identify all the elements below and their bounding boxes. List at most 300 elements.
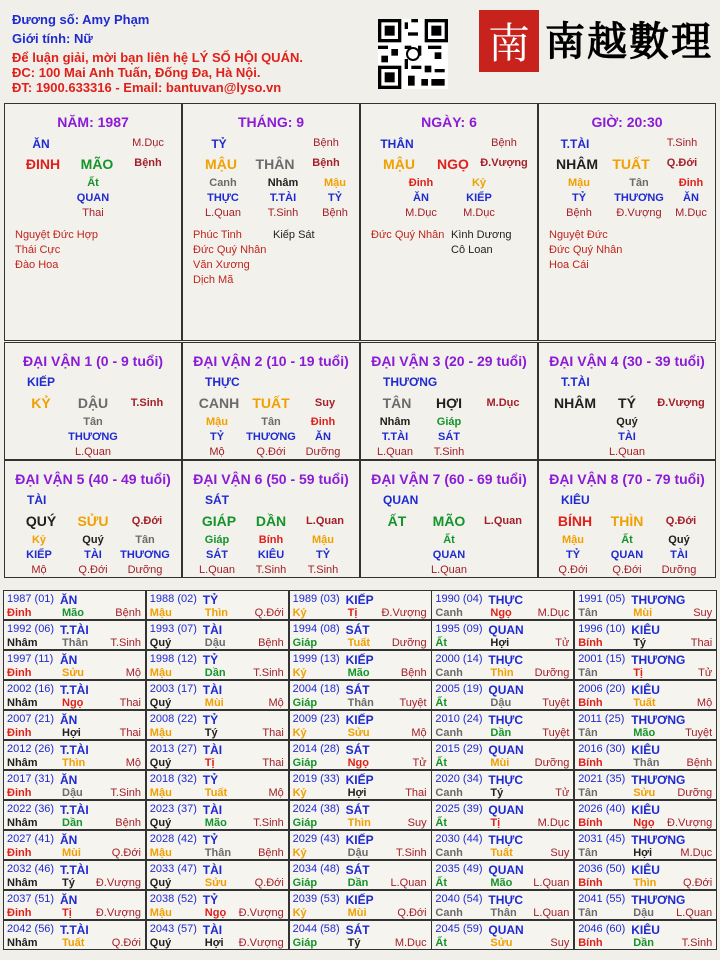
- year-branch: Sửu: [490, 937, 513, 949]
- year-stem: Ất: [435, 817, 447, 829]
- hidden-life-stage: Mộ: [31, 564, 47, 576]
- heavenly-stem: NHÂM: [556, 156, 598, 172]
- stem-life-stage: Bệnh: [313, 137, 339, 149]
- year-life-stage: Thai: [405, 787, 427, 799]
- year-god: TỶ: [202, 593, 219, 607]
- year-stem: Quý: [149, 877, 172, 889]
- year-god: THƯƠNG: [631, 653, 686, 667]
- hidden-stem: Kỷ: [471, 177, 487, 189]
- year-life-stage: Bệnh: [686, 757, 713, 769]
- year-life-stage: Đ.Vượng: [95, 907, 141, 919]
- year-cell[interactable]: [431, 890, 574, 920]
- year-label: 2041 (55): [578, 893, 626, 905]
- year-god: TỶ: [202, 773, 219, 787]
- year-life-stage: Suy: [693, 607, 713, 619]
- year-cell[interactable]: [146, 770, 289, 800]
- year-label: 2017 (31): [7, 773, 55, 785]
- year-stem: Tân: [578, 667, 598, 679]
- year-cell[interactable]: [289, 830, 432, 860]
- year-cell[interactable]: [146, 830, 289, 860]
- year-cell[interactable]: [289, 620, 432, 650]
- phone-email[interactable]: ĐT: 1900.633316 - Email: bantuvan@lyso.vn: [12, 80, 282, 95]
- hidden-stem: Tân: [261, 416, 281, 428]
- dai-van-box: [4, 342, 182, 460]
- year-life-stage: Mộ: [411, 727, 427, 739]
- year-stem: Quý: [149, 697, 172, 709]
- dai-van-branch: MÃO: [432, 513, 466, 529]
- year-god: KIẾP: [345, 773, 374, 787]
- hidden-stem: Giáp: [436, 416, 462, 428]
- year-cell[interactable]: [289, 680, 432, 710]
- year-branch: Thìn: [62, 757, 86, 769]
- year-cell[interactable]: [3, 710, 146, 740]
- year-god: TỶ: [202, 653, 219, 667]
- year-life-stage: Mộ: [268, 697, 284, 709]
- year-label: 2021 (35): [578, 773, 626, 785]
- header: [0, 0, 720, 100]
- dai-van-title: ĐẠI VẬN 2 (10 - 19 tuổi): [193, 353, 349, 369]
- year-god: THỰC: [488, 713, 524, 727]
- hidden-god: T.TÀI: [381, 431, 409, 443]
- hidden-stem: Mậu: [206, 416, 228, 428]
- year-cell[interactable]: [3, 770, 146, 800]
- year-cell[interactable]: [3, 800, 146, 830]
- year-god: QUAN: [488, 923, 524, 937]
- year-cell[interactable]: [574, 770, 717, 800]
- year-label: 1994 (08): [292, 623, 340, 635]
- hidden-god: QUAN: [610, 549, 644, 561]
- hidden-god: ĂN: [315, 431, 331, 443]
- year-branch: Dậu: [204, 637, 226, 649]
- year-stem: Bính: [578, 877, 603, 889]
- year-label: 2036 (50): [578, 863, 626, 875]
- year-label: 2026 (40): [578, 803, 626, 815]
- year-god: KIÊU: [631, 623, 660, 637]
- year-stem: Giáp: [292, 757, 318, 769]
- pillar-title: THÁNG: 9: [237, 114, 305, 130]
- year-cell[interactable]: [289, 650, 432, 680]
- year-label: 1995 (09): [435, 623, 483, 635]
- hidden-stem: Ất: [621, 534, 633, 546]
- year-stem: Giáp: [292, 697, 318, 709]
- year-cell[interactable]: [289, 590, 432, 620]
- year-life-stage: Tử: [555, 637, 570, 649]
- dai-van-stem: CANH: [198, 395, 240, 411]
- hidden-god: TỶ: [209, 431, 225, 443]
- year-branch: Ngọ: [204, 907, 227, 919]
- spirit-star: Đức Quý Nhân: [371, 229, 445, 241]
- year-label: 2027 (41): [7, 833, 55, 845]
- spirit-star: Phúc Tinh: [193, 229, 242, 241]
- year-god: THỰC: [488, 593, 524, 607]
- year-label: 2012 (26): [7, 743, 55, 755]
- year-stem: Nhâm: [7, 817, 38, 829]
- hidden-god: THƯƠNG: [614, 192, 664, 204]
- year-life-stage: L.Quan: [533, 877, 570, 889]
- year-label: 2035 (49): [435, 863, 483, 875]
- year-god: T.TÀI: [60, 863, 89, 877]
- year-cell[interactable]: [289, 890, 432, 920]
- year-stem: Kỷ: [292, 787, 307, 799]
- year-branch: Tuất: [347, 637, 370, 649]
- year-stem: Bính: [578, 817, 603, 829]
- year-cell[interactable]: [289, 800, 432, 830]
- year-branch: Tuất: [490, 847, 513, 859]
- year-branch: Dậu: [490, 697, 512, 709]
- year-cell[interactable]: [3, 890, 146, 920]
- year-label: 2040 (54): [435, 893, 483, 905]
- year-label: 2011 (25): [578, 713, 625, 725]
- year-branch: Mùi: [62, 847, 81, 859]
- dai-van-god: KIÊU: [561, 493, 590, 507]
- hidden-life-stage: L.Quan: [376, 446, 414, 458]
- year-cell[interactable]: [431, 590, 574, 620]
- year-cell[interactable]: [574, 590, 717, 620]
- year-cell[interactable]: [574, 680, 717, 710]
- year-label: 1999 (13): [292, 653, 340, 665]
- year-cell[interactable]: [289, 770, 432, 800]
- year-label: 1992 (06): [7, 623, 55, 635]
- hidden-god: THƯƠNG: [68, 431, 118, 443]
- year-cell[interactable]: [146, 920, 289, 950]
- year-god: TÀI: [202, 803, 223, 817]
- hidden-god: THƯƠNG: [120, 549, 170, 561]
- year-god: THƯƠNG: [631, 713, 686, 727]
- year-label: 2046 (60): [578, 923, 626, 935]
- dai-van-box: [360, 342, 538, 460]
- year-cell[interactable]: [289, 860, 432, 890]
- year-cell[interactable]: [574, 860, 717, 890]
- year-god: SÁT: [345, 683, 370, 697]
- year-cell[interactable]: [3, 650, 146, 680]
- year-branch: Mùi: [204, 697, 224, 709]
- dai-van-stage: L.Quan: [306, 515, 344, 527]
- year-god: ĂN: [60, 653, 78, 667]
- year-life-stage: L.Quan: [676, 907, 713, 919]
- dai-van-god: THỰC: [205, 375, 240, 389]
- brand-logo: 南越數理: [545, 18, 713, 65]
- year-branch: Dậu: [62, 787, 83, 799]
- stem-god: THÂN: [380, 137, 414, 151]
- year-god: KIÊU: [631, 683, 660, 697]
- year-label: 1991 (05): [578, 593, 626, 605]
- year-branch: Dần: [204, 667, 226, 679]
- year-stem: Ất: [435, 697, 447, 709]
- year-stem: Mậu: [149, 667, 172, 679]
- year-god: TÀI: [202, 863, 223, 877]
- year-branch: Mùi: [490, 757, 510, 769]
- hidden-stem: Ất: [443, 534, 455, 546]
- year-branch: Tý: [633, 637, 647, 649]
- year-branch: Tuất: [62, 937, 85, 949]
- year-label: 2038 (52): [149, 893, 197, 905]
- year-cell[interactable]: [3, 590, 146, 620]
- pillar-title: GIỜ: 20:30: [591, 114, 663, 130]
- year-label: 1997 (11): [7, 653, 54, 665]
- year-cell[interactable]: [289, 920, 432, 950]
- year-cell[interactable]: [146, 650, 289, 680]
- year-cell[interactable]: [431, 710, 574, 740]
- year-cell[interactable]: [431, 770, 574, 800]
- year-cell[interactable]: [146, 740, 289, 770]
- year-cell[interactable]: [146, 620, 289, 650]
- year-god: TÀI: [202, 923, 223, 937]
- year-stem: Đinh: [7, 667, 32, 679]
- hidden-stem: Canh: [209, 177, 237, 189]
- year-branch: Ngọ: [347, 757, 369, 769]
- year-cell[interactable]: [431, 830, 574, 860]
- dai-van-branch: HỢI: [436, 395, 462, 411]
- year-life-stage: T.Sinh: [396, 847, 427, 859]
- dai-van-stage: Suy: [314, 397, 336, 409]
- year-life-stage: Mộ: [696, 697, 713, 709]
- year-life-stage: Q.Đới: [254, 877, 284, 889]
- year-cell[interactable]: [574, 740, 717, 770]
- hidden-life-stage: L.Quan: [74, 446, 112, 458]
- hidden-life-stage: L.Quan: [608, 446, 646, 458]
- year-cell[interactable]: [289, 740, 432, 770]
- hidden-life-stage: M.Dục: [463, 207, 495, 219]
- year-label: 2005 (19): [435, 683, 483, 695]
- year-god: QUAN: [488, 863, 524, 877]
- hidden-life-stage: L.Quan: [198, 564, 236, 576]
- year-branch: Thìn: [204, 607, 229, 619]
- year-life-stage: Suy: [550, 937, 570, 949]
- dai-van-title: ĐẠI VẬN 4 (30 - 39 tuổi): [549, 353, 705, 369]
- hidden-stem: Mậu: [568, 177, 590, 189]
- year-branch: Sửu: [347, 727, 370, 739]
- year-cell[interactable]: [3, 830, 146, 860]
- year-life-stage: Tử: [698, 667, 713, 679]
- dai-van-branch: TÝ: [618, 395, 636, 411]
- spirit-star: Cô Loan: [451, 244, 493, 256]
- year-cell[interactable]: [146, 860, 289, 890]
- year-branch: Mùi: [347, 907, 367, 919]
- year-god: QUAN: [488, 683, 524, 697]
- year-life-stage: Tuyệt: [399, 697, 427, 709]
- year-branch: Hợi: [62, 727, 81, 739]
- spirit-star: Nguyệt Đức: [549, 229, 608, 241]
- year-god: TỶ: [202, 713, 219, 727]
- branch-life-stage: Bệnh: [312, 157, 340, 169]
- year-label: 2031 (45): [578, 833, 626, 845]
- hidden-life-stage: Đ.Vượng: [616, 207, 662, 219]
- year-stem: Tân: [578, 727, 598, 739]
- year-label: 2045 (59): [435, 923, 483, 935]
- year-cell[interactable]: [3, 920, 146, 950]
- year-cell[interactable]: [431, 860, 574, 890]
- year-god: KIẾP: [345, 593, 374, 607]
- year-branch: Hợi: [633, 847, 653, 859]
- year-life-stage: Tuyệt: [542, 697, 570, 709]
- year-life-stage: Suy: [407, 817, 427, 829]
- pillar-box: [4, 103, 182, 341]
- spirit-star: Kình Dương: [451, 229, 512, 241]
- dai-van-god: KIẾP: [27, 375, 56, 389]
- year-life-stage: Bệnh: [115, 817, 141, 829]
- year-cell[interactable]: [431, 650, 574, 680]
- dai-van-branch: DẦN: [255, 513, 287, 529]
- hidden-stem: Mậu: [324, 177, 346, 189]
- year-life-stage: Mộ: [125, 667, 141, 679]
- year-god: QUAN: [488, 623, 524, 637]
- year-god: THỰC: [488, 833, 524, 847]
- year-stem: Canh: [435, 667, 463, 679]
- year-branch: Thân: [633, 757, 660, 769]
- year-stem: Canh: [435, 787, 463, 799]
- branch-life-stage: Bệnh: [134, 157, 162, 169]
- year-label: 2028 (42): [149, 833, 197, 845]
- year-stem: Bính: [578, 637, 603, 649]
- dai-van-stem: NHÂM: [554, 395, 596, 411]
- year-cell[interactable]: [146, 590, 289, 620]
- year-cell[interactable]: [146, 890, 289, 920]
- year-life-stage: T.Sinh: [253, 667, 284, 679]
- hidden-stem: Giáp: [204, 534, 230, 546]
- stem-life-stage: T.Sinh: [666, 137, 698, 149]
- year-stem: Ất: [435, 757, 447, 769]
- year-cell[interactable]: [574, 830, 717, 860]
- dai-van-title: ĐẠI VẬN 8 (70 - 79 tuổi): [549, 471, 705, 487]
- year-stem: Quý: [149, 637, 172, 649]
- year-god: THƯƠNG: [631, 773, 686, 787]
- year-cell[interactable]: [574, 800, 717, 830]
- year-life-stage: Q.Đới: [111, 847, 141, 859]
- year-cell[interactable]: [3, 860, 146, 890]
- dai-van-stem: GIÁP: [201, 513, 237, 529]
- year-branch: Tị: [633, 667, 643, 679]
- dai-van-branch: DẬU: [77, 395, 109, 411]
- year-branch: Ngọ: [490, 607, 512, 619]
- year-life-stage: Dưỡng: [534, 757, 570, 769]
- hidden-life-stage: Bệnh: [322, 207, 348, 219]
- year-label: 2020 (34): [435, 773, 483, 785]
- year-label: 2013 (27): [149, 743, 197, 755]
- year-cell[interactable]: [3, 680, 146, 710]
- year-cell[interactable]: [146, 800, 289, 830]
- year-life-stage: Thai: [262, 727, 284, 739]
- year-cell[interactable]: [431, 740, 574, 770]
- year-cell[interactable]: [431, 920, 574, 950]
- year-cell[interactable]: [431, 680, 574, 710]
- year-label: 2044 (58): [292, 923, 340, 935]
- hidden-life-stage: Q.Đới: [612, 564, 642, 576]
- year-stem: Tân: [578, 847, 598, 859]
- hidden-life-stage: L.Quan: [204, 207, 242, 219]
- year-label: 2000 (14): [435, 653, 483, 665]
- year-god: THƯƠNG: [631, 893, 686, 907]
- year-cell[interactable]: [574, 710, 717, 740]
- year-stem: Ất: [435, 637, 447, 649]
- year-label: 2003 (17): [149, 683, 197, 695]
- year-label: 2006 (20): [578, 683, 626, 695]
- year-label: 2034 (48): [292, 863, 340, 875]
- year-branch: Tý: [62, 877, 75, 889]
- year-life-stage: Tử: [555, 787, 570, 799]
- year-life-stage: Dưỡng: [391, 637, 427, 649]
- year-label: 1990 (04): [435, 593, 483, 605]
- hidden-god: THƯƠNG: [246, 431, 296, 443]
- spirit-star: Thái Cực: [15, 244, 61, 256]
- hidden-god: ĂN: [413, 192, 429, 204]
- year-god: T.TÀI: [60, 623, 89, 637]
- hidden-god: ĂN: [683, 192, 699, 204]
- year-god: TỶ: [202, 833, 219, 847]
- year-branch: Thân: [204, 847, 232, 859]
- dai-van-branch: TUẤT: [252, 395, 290, 411]
- year-cell[interactable]: [431, 620, 574, 650]
- year-label: 2039 (53): [292, 893, 340, 905]
- year-branch: Thìn: [633, 877, 657, 889]
- hidden-life-stage: Thai: [82, 207, 104, 219]
- hidden-stem: Ất: [87, 177, 99, 189]
- qr-code-icon[interactable]: [378, 19, 448, 89]
- year-label: 2009 (23): [292, 713, 340, 725]
- year-branch: Dần: [490, 727, 512, 739]
- year-cell[interactable]: [574, 620, 717, 650]
- year-god: T.TÀI: [60, 683, 89, 697]
- year-branch: Mão: [204, 817, 227, 829]
- year-cell[interactable]: [574, 920, 717, 950]
- branch-life-stage: Q.Đới: [666, 157, 698, 169]
- year-cell[interactable]: [574, 650, 717, 680]
- stem-life-stage: Bệnh: [491, 137, 517, 149]
- hidden-life-stage: Dưỡng: [127, 564, 163, 576]
- hidden-stem: Đinh: [678, 177, 704, 189]
- year-god: KIÊU: [631, 743, 660, 757]
- hidden-god: KIẾP: [466, 192, 492, 204]
- year-label: 2037 (51): [7, 893, 55, 905]
- year-cell[interactable]: [431, 800, 574, 830]
- year-stem: Canh: [435, 727, 463, 739]
- year-stem: Kỷ: [292, 847, 307, 859]
- year-cell[interactable]: [3, 620, 146, 650]
- hidden-god: SÁT: [438, 431, 460, 443]
- year-god: ĂN: [60, 713, 78, 727]
- earthly-branch: TUẤT: [612, 156, 650, 172]
- year-god: T.TÀI: [60, 803, 89, 817]
- dai-van-box: [182, 342, 360, 460]
- hidden-god: TÀI: [670, 549, 688, 561]
- dai-van-stage: T.Sinh: [130, 397, 164, 409]
- year-life-stage: Tuyệt: [685, 727, 713, 739]
- hidden-life-stage: T.Sinh: [255, 564, 287, 576]
- stem-god: T.TÀI: [560, 137, 590, 151]
- year-life-stage: T.Sinh: [681, 937, 713, 949]
- year-cell[interactable]: [3, 740, 146, 770]
- year-cell[interactable]: [146, 680, 289, 710]
- year-label: 1998 (12): [149, 653, 197, 665]
- year-cell[interactable]: [574, 890, 717, 920]
- year-cell[interactable]: [289, 710, 432, 740]
- year-god: T.TÀI: [60, 743, 89, 757]
- spirit-star: Kiếp Sát: [273, 229, 315, 241]
- year-life-stage: L.Quan: [390, 877, 427, 889]
- gender: Giới tính: Nữ: [12, 31, 93, 46]
- year-god: SÁT: [345, 743, 370, 757]
- year-life-stage: Bệnh: [258, 637, 284, 649]
- pillar-title: NĂM: 1987: [57, 114, 129, 130]
- year-label: 1988 (02): [149, 593, 197, 605]
- annual-luck-grid: [3, 590, 717, 950]
- year-branch: Mùi: [633, 607, 653, 619]
- hidden-stem: Đinh: [310, 416, 336, 428]
- year-god: KIẾP: [345, 653, 374, 667]
- year-stem: Canh: [435, 907, 463, 919]
- year-stem: Kỷ: [292, 607, 307, 619]
- dai-van-god: SÁT: [205, 493, 229, 507]
- year-cell[interactable]: [146, 710, 289, 740]
